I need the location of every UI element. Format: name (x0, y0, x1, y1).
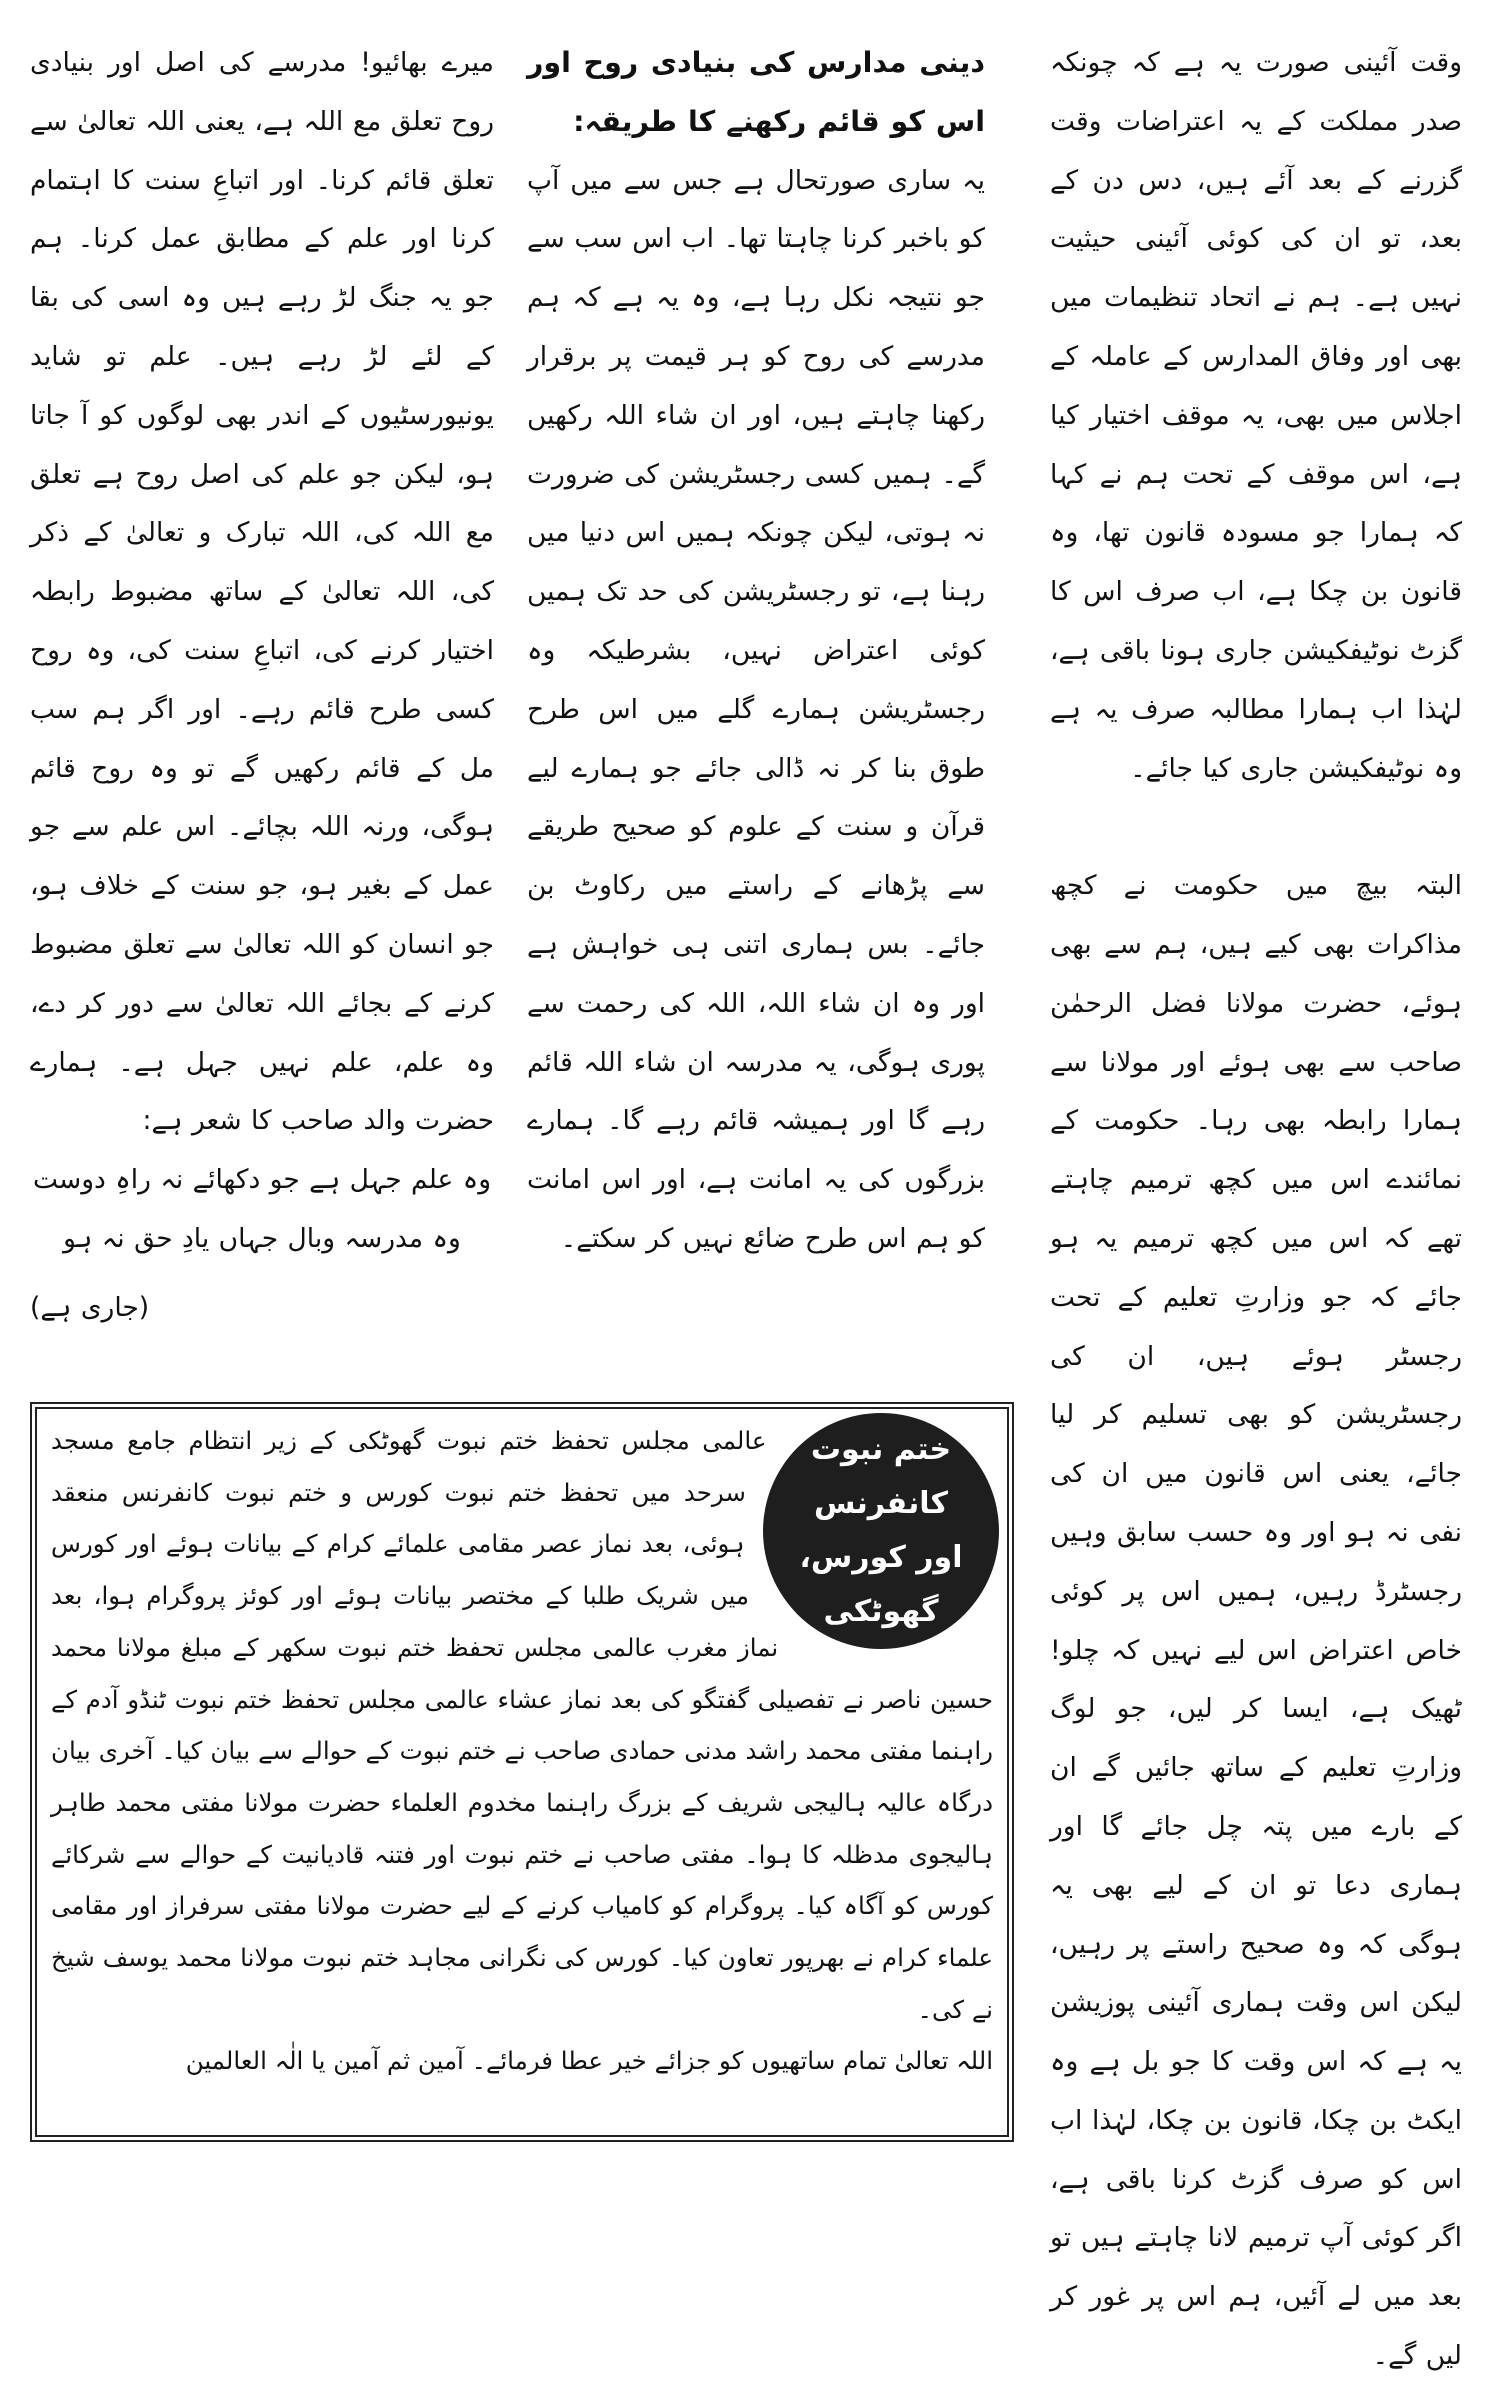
badge-line-1: ختم نبوت کانفرنس (810, 1432, 952, 1521)
article-column-middle (527, 34, 985, 1269)
poem-verse-1: وہ علم جہل ہے جو دکھائے نہ راہِ دوست (32, 1164, 492, 1196)
paragraph-constitutional-position: وقت آئینی صورت یہ ہے کہ چونکہ صدر مملکت کے یہ اعتراضات وقت گزرنے کے بعد آئے ہیں، دس دن کے بعد، تو ان کی کوئی آئینی حیثیت نہیں ہے۔ ہم نے اتحاد تنظیمات میں بھی اور وفاق المدارس کے عاملہ کے اجلاس میں بھی، یہ موقف اختیار کیا ہے، اس موقف کے تحت ہم نے کہا کہ ہمارا جو مسودہ قانون تھا، وہ قانون بن چکا ہے، اب صرف اس کا گزٹ نوٹیفکیشن جاری ہونا باقی ہے، لہٰذا اب ہمارا مطالبہ صرف یہ ہے وہ نوٹیفکیشن جاری کیا جائے۔ (1050, 47, 1462, 784)
conference-badge (763, 1413, 999, 1649)
article-column-left (30, 34, 494, 1338)
article-column-right (1050, 34, 1462, 2386)
news-report-text: عالمی مجلس تحفظ ختم نبوت گھوٹکی کے زیر انتظام جامع مسجد سرحد میں تحفظ ختم نبوت کورس و ختم نبوت کانفرنس منعقد ہوئی، بعد نماز عصر مقامی علمائے کرام کے بیانات ہوئے اور کورس میں شریک طلبا کے مختصر بیانات ہوئے اور کوئز پروگرام ہوا، بعد نماز مغرب عالمی مجلس تحفظ ختم نبوت سکھر کے مبلغ مولانا محمد حسین ناصر نے تفصیلی گفتگو کی بعد نماز عشاء عالمی مجلس تحفظ ختم نبوت ٹنڈو آدم کے راہنما مفتی محمد راشد مدنی حمادی صاحب نے ختم نبوت کے حوالے سے بیان کیا۔ آخری بیان درگاہ عالیہ ہالیجی شریف کے بزرگ راہنما مخدوم العلماء حضرت مولانا مفتی محمد طاہر ہالیجوی مدظلہ کا ہوا۔ مفتی صاحب نے ختم نبوت اور فتنہ قادیانیت کے حوالے سے شرکائے کورس کو آگاہ کیا۔ پروگرام کو کامیاب کرنے کے لیے حضرت مولانا مفتی سرفراز اور مقامی علماء کرام نے بھرپور تعاون کیا۔ کورس کی نگرانی مجاہد ختم نبوت مولانا محمد یوسف شیخ نے کی۔ (51, 1426, 993, 2024)
poem-verse-2: وہ مدرسہ وبال جہاں یادِ حق نہ ہو (63, 1222, 461, 1254)
paragraph-madrasa-spirit: یہ ساری صورتحال ہے جس سے میں آپ کو باخبر کرنا چاہتا تھا۔ اب اس سب سے جو نتیجہ نکل رہا ہے، وہ یہ ہے کہ ہم مدرسے کی روح کو ہر قیمت پر برقرار رکھنا چاہتے ہیں، اور ان شاء اللہ رکھیں گے۔ ہمیں کسی رجسٹریشن کی ضرورت نہ ہوتی، لیکن چونکہ ہمیں اس دنیا میں رہنا ہے، تو رجسٹریشن کی حد تک ہمیں کوئی اعتراض نہیں، بشرطیکہ وہ رجسٹریشن ہمارے گلے میں اس طرح طوق بنا کر نہ ڈالی جائے جو ہمارے لیے قرآن و سنت کے علوم کو صحیح طریقے سے پڑھانے کے راستے میں رکاوٹ بن جائے۔ بس ہماری اتنی ہی خواہش ہے اور وہ ان شاء اللہ، اللہ کی رحمت سے پوری ہوگی، یہ مدرسہ ان شاء اللہ قائم رہے گا اور ہمیشہ قائم رہے گا۔ ہمارے بزرگوں کی یہ امانت ہے، اور اس امانت کو ہم اس طرح ضائع نہیں کر سکتے۔ (527, 164, 985, 1254)
news-box (30, 1402, 1014, 2142)
paragraph-relation-with-allah: میرے بھائیو! مدرسے کی اصل اور بنیادی روح تعلق مع اللہ ہے، یعنی اللہ تعالیٰ سے تعلق قائم کرنا۔ اور اتباعِ سنت کا اہتمام کرنا اور علم کے مطابق عمل کرنا۔ ہم جو یہ جنگ لڑ رہے ہیں وہ اسی کی بقا کے لئے لڑ رہے ہیں۔ علم تو شاید یونیورسٹیوں کے اندر بھی لوگوں کو آ جاتا ہو، لیکن جو علم کی اصل روح ہے تعلق مع اللہ کی، اللہ تبارک و تعالیٰ کے ذکر کی، اللہ تعالیٰ کے ساتھ مضبوط رابطہ اختیار کرنے کی، اتباعِ سنت کی، وہ روح کسی طرح قائم رہے۔ اور اگر ہم سب مل کے قائم رکھیں گے تو وہ روح قائم ہوگی، ورنہ اللہ بچائے۔ اس علم سے جو عمل کے بغیر ہو، جو سنت کے خلاف ہو، جو انسان کو اللہ تعالیٰ سے تعلق مضبوط کرنے کے بجائے اللہ تعالیٰ سے دور کر دے، وہ علم، علم نہیں جہل ہے۔ ہمارے حضرت والد صاحب کا شعر ہے: (30, 47, 494, 1137)
news-closing-prayer: اللہ تعالیٰ تمام ساتھیوں کو جزائے خیر عطا فرمائے۔ آمین ثم آمین یا الٰہ العالمین (185, 2046, 993, 2076)
badge-line-2: اور کورس، گھوٹکی (799, 1540, 963, 1629)
continued-label: (جاری ہے) (30, 1291, 150, 1323)
section-heading: دینی مدارس کی بنیادی روح اور اس کو قائم رکھنے کا طریقہ: (527, 46, 985, 138)
paragraph-negotiations: البتہ بیچ میں حکومت نے کچھ مذاکرات بھی کیے ہیں، ہم سے بھی ہوئے، حضرت مولانا فضل الرحمٰن صاحب سے بھی ہوئے اور مولانا سے ہمارا رابطہ بھی رہا۔ حکومت کے نمائندے اس میں کچھ ترمیم چاہتے تھے کہ اس میں کچھ ترمیم یہ ہو جائے کہ جو وزارتِ تعلیم کے تحت رجسٹر ہوئے ہیں، ان کی رجسٹریشن کو بھی تسلیم کر لیا جائے، یعنی اس قانون میں ان کی نفی نہ ہو اور وہ حسب سابق وہیں رجسٹرڈ رہیں، ہمیں اس پر کوئی خاص اعتراض اس لیے نہیں کہ چلو! ٹھیک ہے، ایسا کر لیں، جو لوگ وزارتِ تعلیم کے ساتھ جائیں گے ان کے بارے میں پتہ چل جائے گا اور ہماری دعا تو ان کے لیے بھی یہ ہوگی کہ وہ صحیح راستے پر رہیں، لیکن اس وقت ہماری آئینی پوزیشن یہ ہے کہ اس وقت کا جو بل ہے وہ ایکٹ بن چکا، قانون بن چکا، لہٰذا اب اس کو صرف گزٹ کرنا باقی ہے، اگر کوئی آپ ترمیم لانا چاہتے ہیں تو بعد میں لے آئیں، ہم اس پر غور کر لیں گے۔ (1050, 870, 1462, 2372)
